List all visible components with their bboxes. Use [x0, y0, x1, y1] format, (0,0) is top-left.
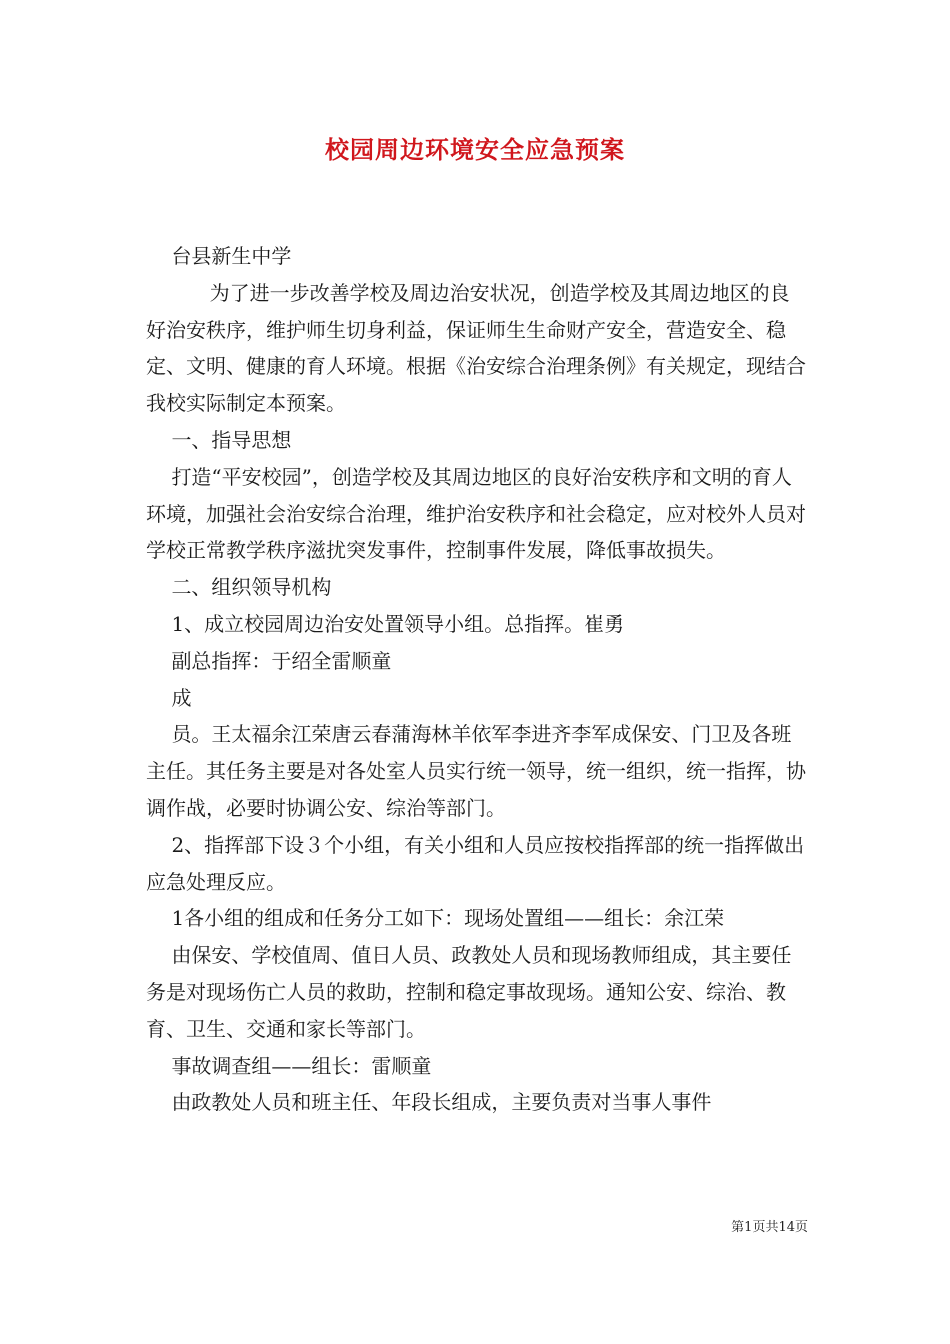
intro-paragraph: 为了进一步改善学校及周边治安状况，创造学校及其周边地区的良好治安秩序，维护师生切身利益，保证师生生命财产安全，营造安全、稳定、文明、健康的育人环境。根据《治安综合治理条例》有关规定，现结合我校实际制定本预案。	[146, 280, 806, 416]
document-title: 校园周边环境安全应急预案	[325, 135, 625, 164]
investigation-group-line: 事故调查组——组长：雷顺童	[146, 1053, 432, 1078]
onsite-group-line: 1各小组的组成和任务分工如下：现场处置组——组长：余江荣	[146, 906, 725, 931]
subgroups-paragraph: 2、指挥部下设３个小组，有关小组和人员应按校指挥部的统一指挥做出应急处理反应。	[146, 832, 805, 894]
members-label-line: 成	[146, 685, 192, 710]
leadership-group-line: 1、成立校园周边治安处置领导小组。总指挥。崔勇	[146, 611, 625, 636]
school-name: 台县新生中学	[146, 244, 292, 268]
section-heading-2: 二、组织领导机构	[146, 575, 332, 600]
investigation-group-duties: 由政教处人员和班主任、年段长组成，主要负责对当事人事件	[146, 1090, 712, 1115]
members-paragraph: 员。王太福余江荣唐云春蒲海林羊依军李进齐李军成保安、门卫及各班主任。其任务主要是对各处室人员实行统一领导，统一组织，统一指挥，协调作战，必要时协调公安、综治等部门。	[146, 722, 806, 820]
deputy-commander-line: 副总指挥：于绍全雷顺童	[146, 648, 392, 673]
onsite-group-duties: 由保安、学校值周、值日人员、政教处人员和现场教师组成，其主要任务是对现场伤亡人员的救助，控制和稳定事故现场。通知公安、综治、教育、卫生、交通和家长等部门。	[146, 943, 792, 1041]
document-body	[146, 238, 808, 1121]
guiding-principle-paragraph: 打造“平安校园”，创造学校及其周边地区的良好治安秩序和文明的育人环境，加强社会治安综合治理，维护治安秩序和社会稳定，应对校外人员对学校正常教学秩序滋扰突发事件，控制事件发展，降低事故损失。	[146, 464, 806, 563]
section-heading-1: 一、指导思想	[146, 427, 292, 452]
page-number-footer: 第1页共14页	[731, 1220, 808, 1235]
